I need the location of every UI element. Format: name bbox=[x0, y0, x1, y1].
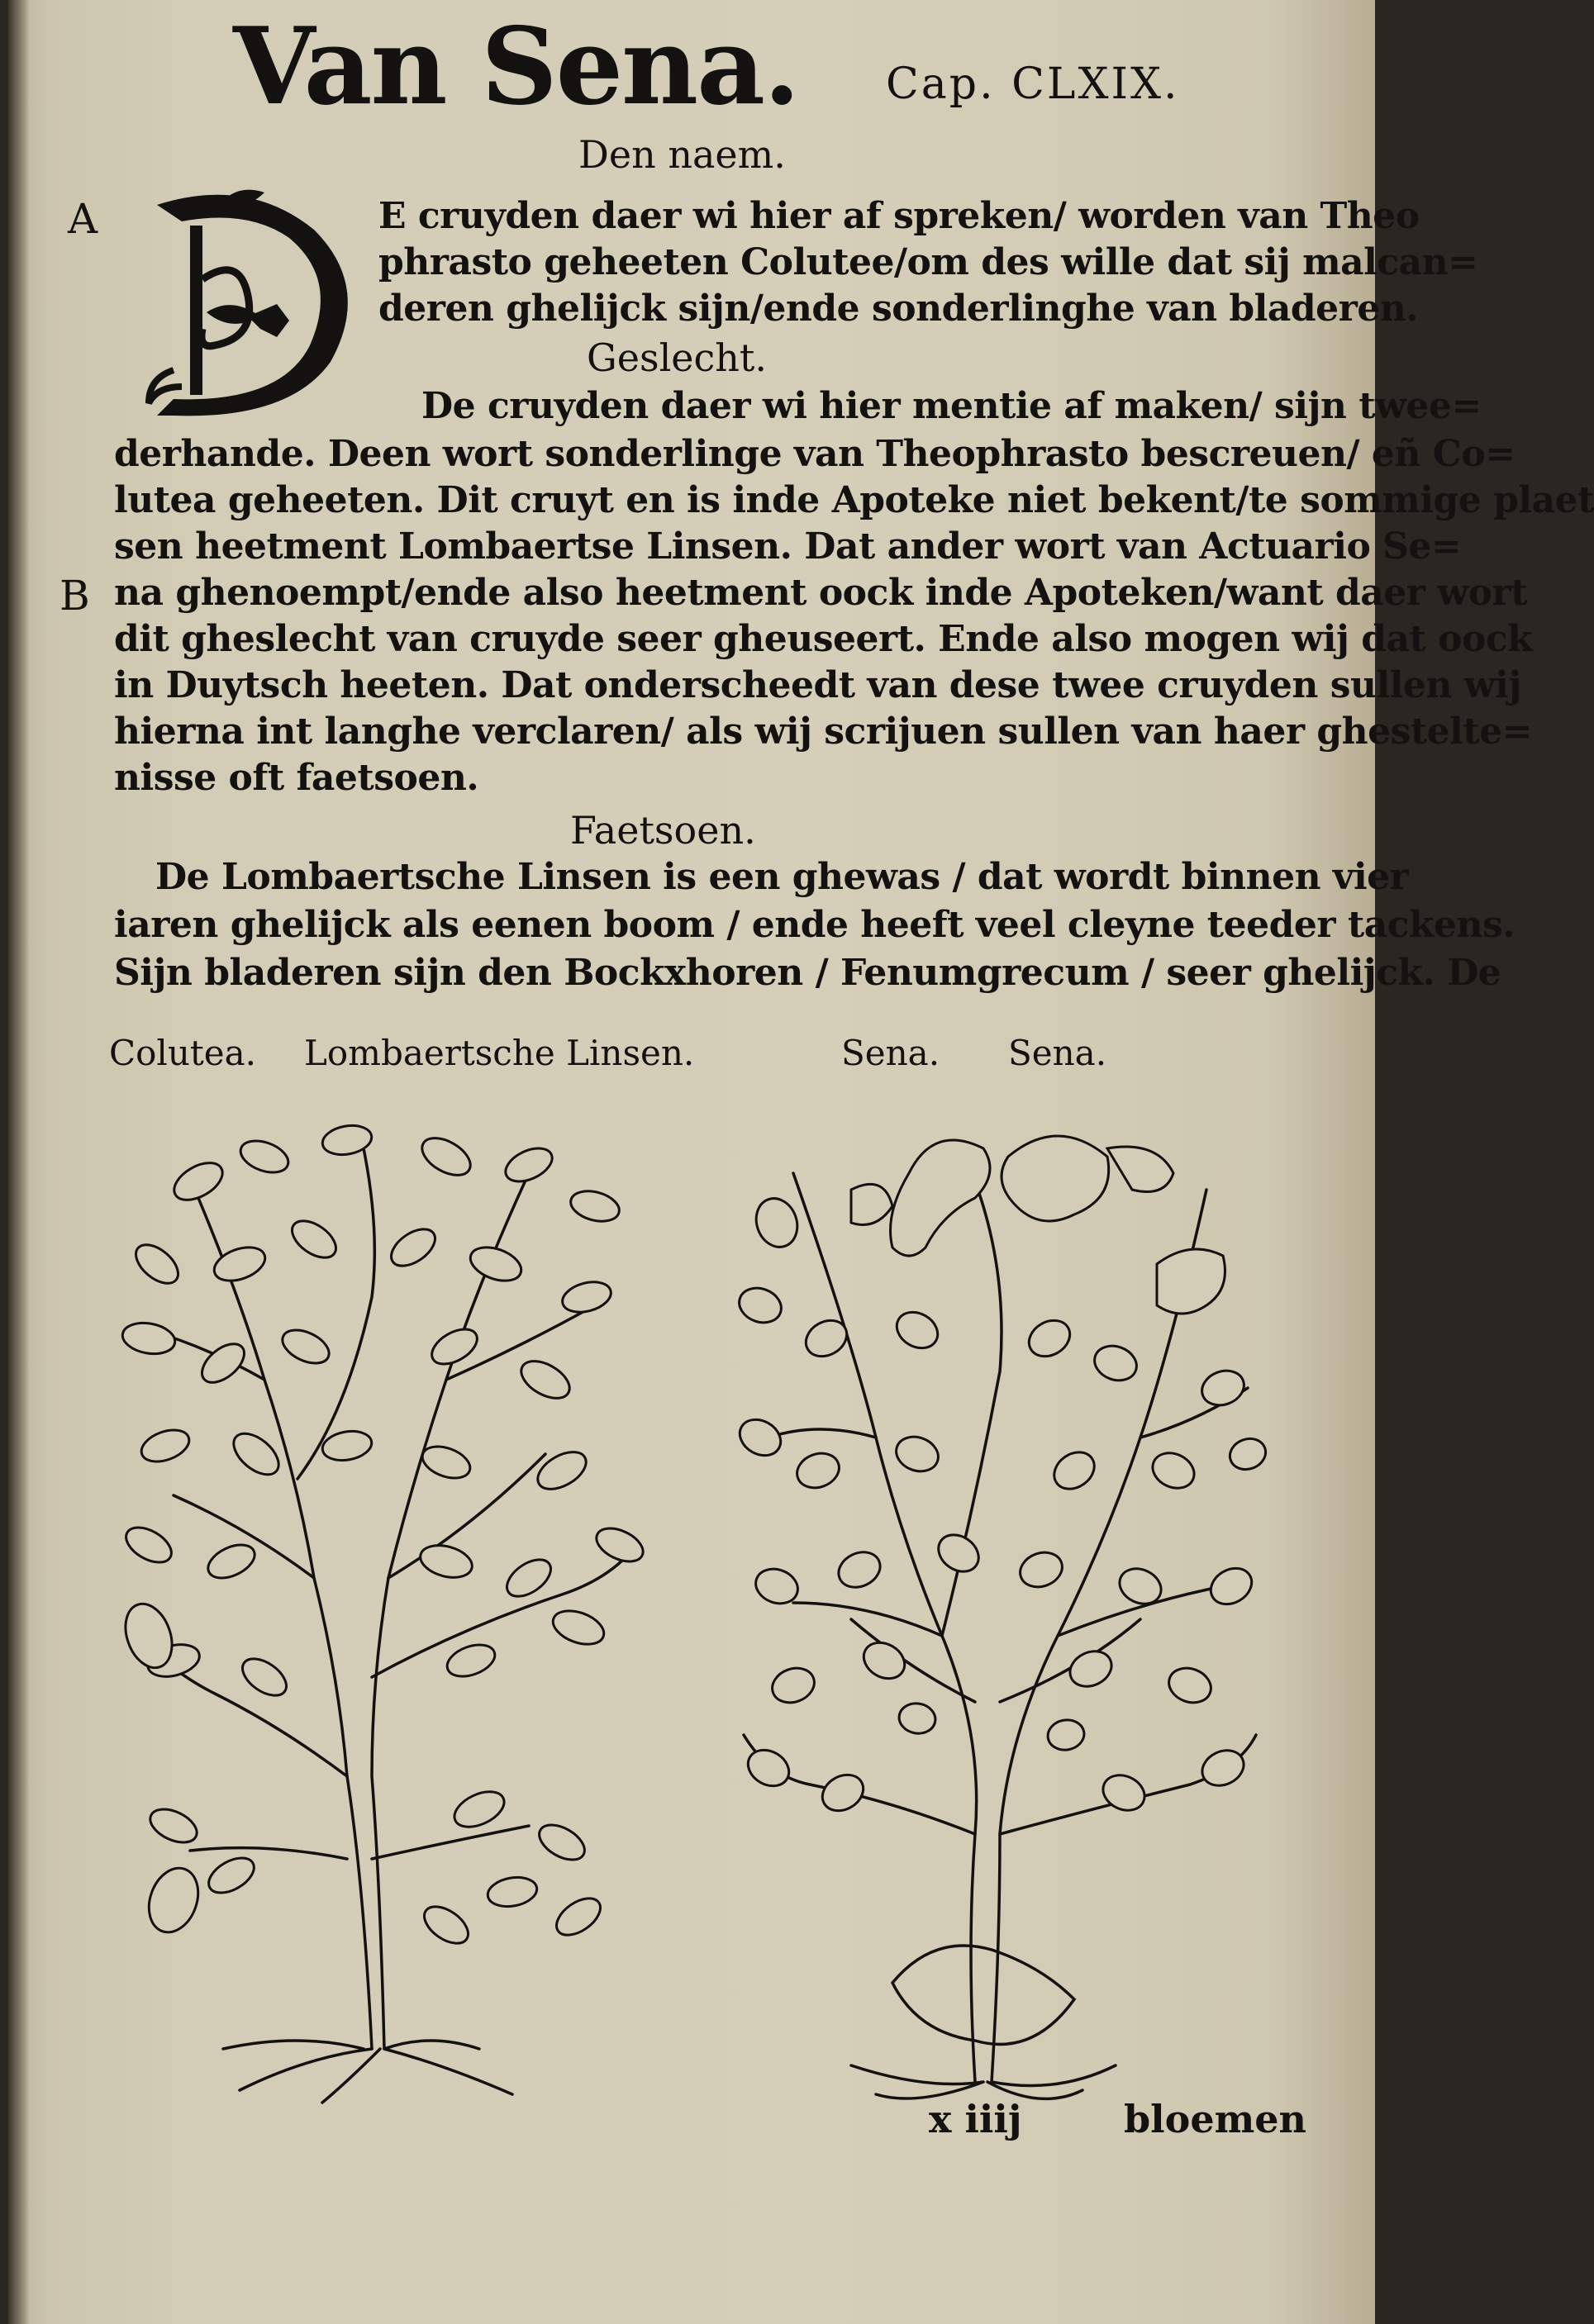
woodcut-colutea-illustration bbox=[99, 1099, 669, 2107]
text-line: deren ghelijck sijn/ende sonderlinghe van bladeren. bbox=[378, 288, 1419, 330]
signature-mark: x iiij bbox=[929, 2097, 1022, 2141]
text-line: derhande. Deen wort sonderlinge van Theophrasto bescreuen/ eñ Co= bbox=[114, 433, 1515, 475]
decorated-initial-d bbox=[124, 180, 372, 428]
margin-letter-b: B bbox=[59, 572, 90, 620]
text-line: nisse oft faetsoen. bbox=[114, 757, 479, 799]
heading-naem: Den naem. bbox=[578, 132, 786, 177]
text-line: lutea geheeten. Dit cruyt en is inde Apoteke niet bekent/te sommige plaet bbox=[114, 479, 1594, 521]
text-line: iaren ghelijck als eenen boom / ende heeft veel cleyne teeder tackens. bbox=[114, 904, 1515, 946]
text-line: dit gheslecht van cruyde seer gheuseert. Ende also mogen wij dat oock bbox=[114, 618, 1533, 660]
text-line: hierna int langhe verclaren/ als wij scrijuen sullen van haer ghestelte= bbox=[114, 711, 1533, 753]
chapter-number: Cap. CLXIX. bbox=[886, 59, 1180, 109]
page-title: Van Sena. bbox=[233, 5, 799, 129]
text-line: Sijn bladeren sijn den Bockxhoren / Fenumgrecum / seer ghelijck. De bbox=[114, 952, 1501, 994]
caption-lombaertsche-linsen: Lombaertsche Linsen. bbox=[304, 1033, 695, 1073]
text-line: De cruyden daer wi hier mentie af maken/ sijn twee= bbox=[421, 385, 1482, 427]
catchword: bloemen bbox=[1124, 2097, 1306, 2141]
text-line: in Duytsch heeten. Dat onderscheedt van dese twee cruyden sullen wij bbox=[114, 664, 1521, 706]
caption-sena-dutch: Sena. bbox=[1008, 1033, 1107, 1073]
text-line: phrasto geheeten Colutee/om des wille dat sij malcan= bbox=[378, 241, 1478, 283]
heading-faetsoen: Faetsoen. bbox=[570, 808, 756, 853]
text-line: De Lombaertsche Linsen is een ghewas / dat wordt binnen vier bbox=[155, 856, 1409, 898]
text-line: E cruyden daer wi hier af spreken/ worden van Theo bbox=[378, 195, 1420, 237]
book-spine-shadow bbox=[8, 0, 30, 2324]
book-page bbox=[8, 0, 1594, 2324]
caption-colutea: Colutea. bbox=[109, 1033, 257, 1073]
text-line: sen heetment Lombaertse Linsen. Dat ander wort van Actuario Se= bbox=[114, 525, 1462, 568]
margin-letter-a: A bbox=[68, 195, 98, 243]
caption-sena-latin: Sena. bbox=[841, 1033, 940, 1073]
heading-geslecht: Geslecht. bbox=[587, 335, 768, 380]
text-line: na ghenoempt/ende also heetment oock inde Apoteken/want daer wort bbox=[114, 572, 1528, 614]
woodcut-sena-illustration bbox=[727, 1124, 1273, 2098]
